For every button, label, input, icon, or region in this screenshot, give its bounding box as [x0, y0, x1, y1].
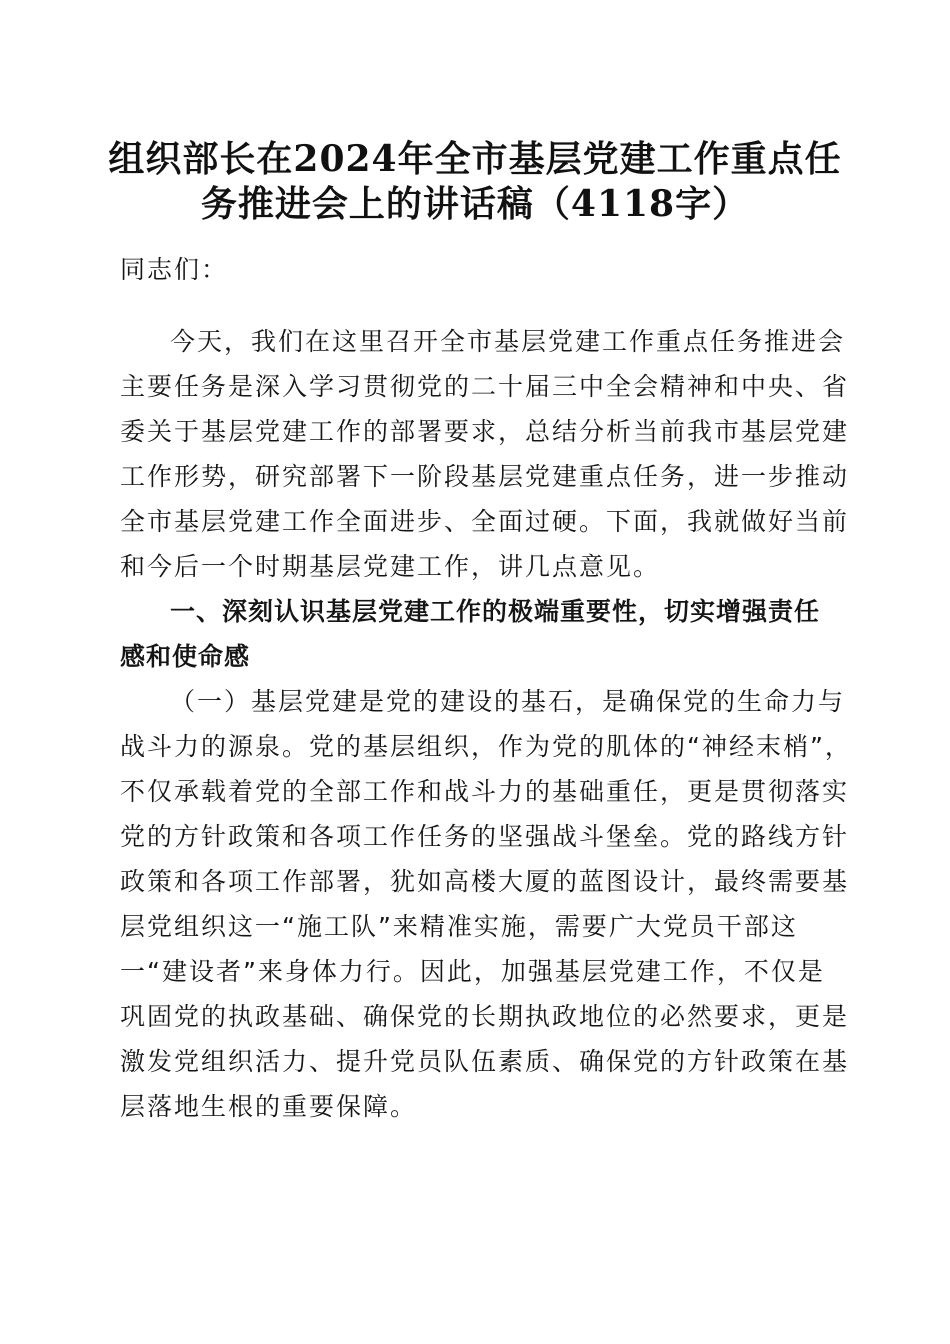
document-title-line-2: 务推进会上的讲话稿（4118字） [200, 183, 750, 225]
subsection-line: 巩固党的执政基础、确保党的长期执政地位的必然要求，更是 [120, 1002, 850, 1031]
subsection-line: （一）基层党建是党的建设的基石，是确保党的生命力与 [170, 687, 846, 716]
subsection-line: 激发党组织活力、提升党员队伍素质、确保党的方针政策在基 [120, 1047, 850, 1076]
intro-line: 全市基层党建工作全面进步、全面过硬。下面，我就做好当前 [120, 507, 850, 536]
section-heading-line: 感和使命感 [120, 642, 251, 671]
intro-line: 主要任务是深入学习贯彻党的二十届三中全会精神和中央、省 [120, 372, 850, 401]
subsection-line: 层党组织这一“施工队”来精准实施，需要广大党员干部这 [120, 912, 798, 941]
salutation: 同志们： [120, 255, 229, 284]
subsection-line: 一“建设者”来身体力行。因此，加强基层党建工作，不仅是 [120, 957, 825, 986]
subsection-line: 政策和各项工作部署，犹如高楼大厦的蓝图设计，最终需要基 [120, 867, 850, 896]
subsection-line: 战斗力的源泉。党的基层组织，作为党的肌体的“神经末梢”， [120, 732, 852, 761]
document-title-line-1: 组织部长在2024年全市基层党建工作重点任 [108, 138, 842, 180]
section-heading-line: 一、深刻认识基层党建工作的极端重要性，切实增强责任 [170, 597, 821, 626]
intro-line: 工作形势，研究部署下一阶段基层党建重点任务，进一步推动 [120, 462, 850, 491]
intro-line: 委关于基层党建工作的部署要求，总结分析当前我市基层党建 [120, 417, 850, 446]
intro-line: 和今后一个时期基层党建工作，讲几点意见。 [120, 552, 661, 581]
subsection-line: 层落地生根的重要保障。 [120, 1092, 418, 1121]
subsection-line: 不仅承载着党的全部工作和战斗力的基础重任，更是贯彻落实 [120, 777, 850, 806]
intro-line: 今天，我们在这里召开全市基层党建工作重点任务推进会 [170, 327, 846, 356]
subsection-line: 党的方针政策和各项工作任务的坚强战斗堡垒。党的路线方针 [120, 822, 850, 851]
